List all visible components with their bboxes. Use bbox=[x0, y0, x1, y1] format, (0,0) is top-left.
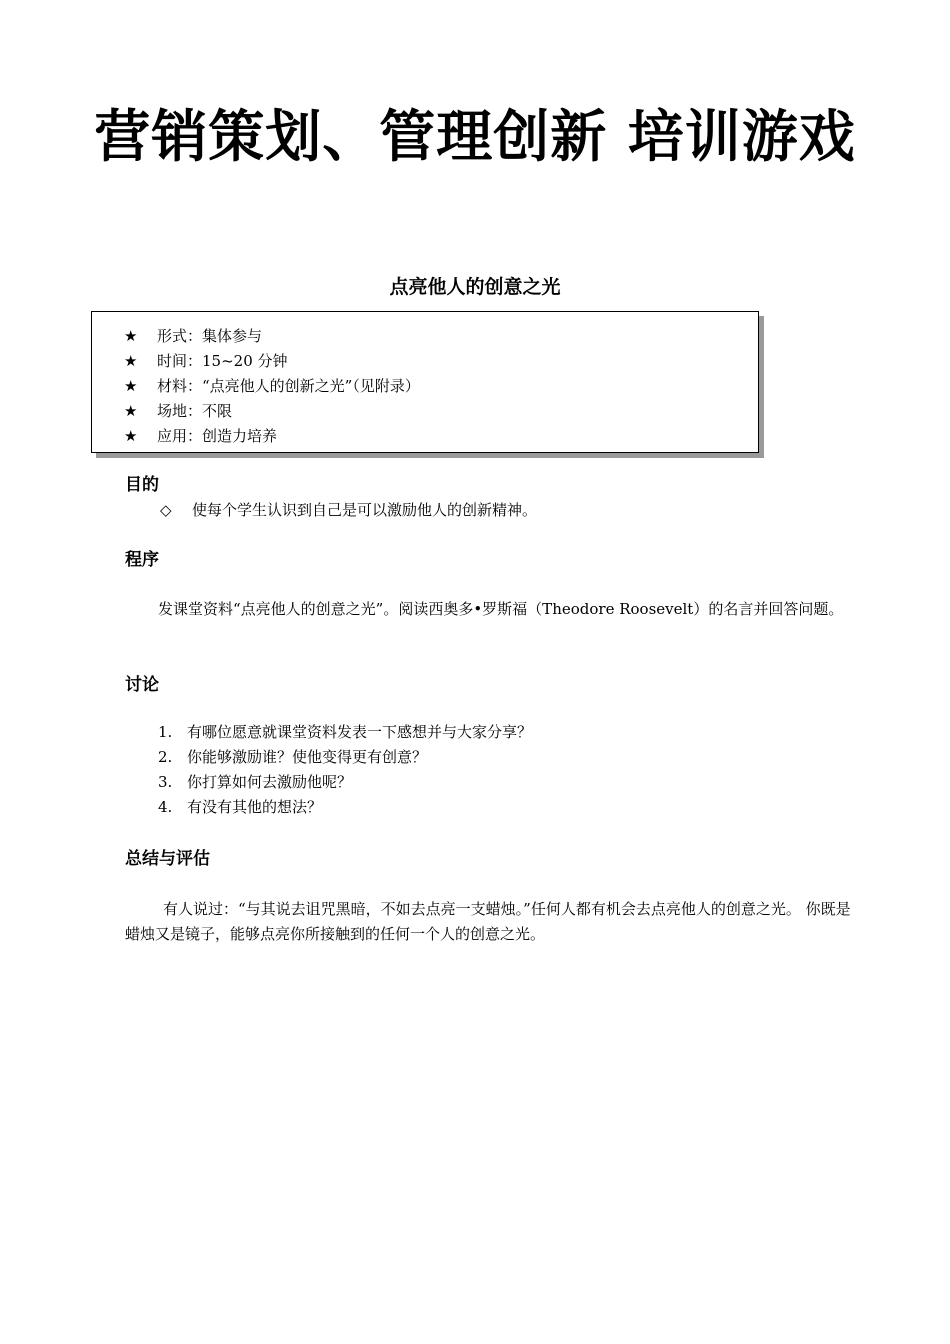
purpose-heading: 目的 bbox=[125, 475, 159, 495]
info-text: 材料：“点亮他人的创新之光”（见附录） bbox=[157, 377, 420, 395]
game-title: 点亮他人的创意之光 bbox=[389, 276, 561, 298]
info-item-format bbox=[124, 324, 420, 349]
question-text: 有哪位愿意就课堂资料发表一下感想并与大家分享？ bbox=[187, 723, 533, 741]
list-item bbox=[158, 795, 532, 820]
info-item-materials bbox=[124, 374, 420, 399]
list-item bbox=[158, 745, 532, 770]
star-icon: ★ bbox=[124, 352, 138, 370]
question-text: 你能够激励谁？使他变得更有创意？ bbox=[187, 748, 428, 766]
game-info-box bbox=[91, 311, 759, 453]
info-text: 场地：不限 bbox=[157, 402, 233, 420]
diamond-icon: ◇ bbox=[160, 501, 172, 519]
summary-text: 有人说过：“与其说去诅咒黑暗，不如去点亮一支蜡烛。”任何人都有机会去点亮他人的创意之光。 你既是蜡烛又是镜子，能够点亮你所接触到的任何一个人的创意之光。 bbox=[125, 900, 851, 943]
star-icon: ★ bbox=[124, 327, 138, 345]
discussion-question-list bbox=[158, 720, 532, 820]
info-item-time bbox=[124, 349, 420, 374]
info-item-application bbox=[124, 424, 420, 449]
purpose-item bbox=[160, 498, 537, 523]
question-text: 你打算如何去激励他呢？ bbox=[187, 773, 353, 791]
question-text: 有没有其他的想法？ bbox=[187, 798, 323, 816]
list-item bbox=[158, 720, 532, 745]
star-icon: ★ bbox=[124, 427, 138, 445]
star-icon: ★ bbox=[124, 402, 138, 420]
document-title: 营销策划、管理创新 培训游戏 bbox=[94, 105, 856, 170]
summary-heading: 总结与评估 bbox=[125, 849, 210, 869]
game-info-list bbox=[124, 324, 420, 449]
procedure-heading: 程序 bbox=[125, 550, 159, 570]
star-icon: ★ bbox=[124, 377, 138, 395]
procedure-text: 发课堂资料“点亮他人的创意之光”。阅读西奥多•罗斯福（Theodore Roosevelt）的名言并回答问题。 bbox=[158, 600, 844, 618]
discussion-heading: 讨论 bbox=[125, 675, 159, 695]
info-text: 形式：集体参与 bbox=[157, 327, 263, 345]
list-item bbox=[158, 770, 532, 795]
purpose-text: 使每个学生认识到自己是可以激励他人的创新精神。 bbox=[192, 501, 538, 519]
question-number: 3. bbox=[158, 773, 173, 791]
info-text: 时间：15~20 分钟 bbox=[157, 352, 288, 370]
question-number: 1. bbox=[158, 723, 173, 741]
question-number: 2. bbox=[158, 748, 173, 766]
question-number: 4. bbox=[158, 798, 173, 816]
info-item-venue bbox=[124, 399, 420, 424]
info-text: 应用：创造力培养 bbox=[157, 427, 278, 445]
